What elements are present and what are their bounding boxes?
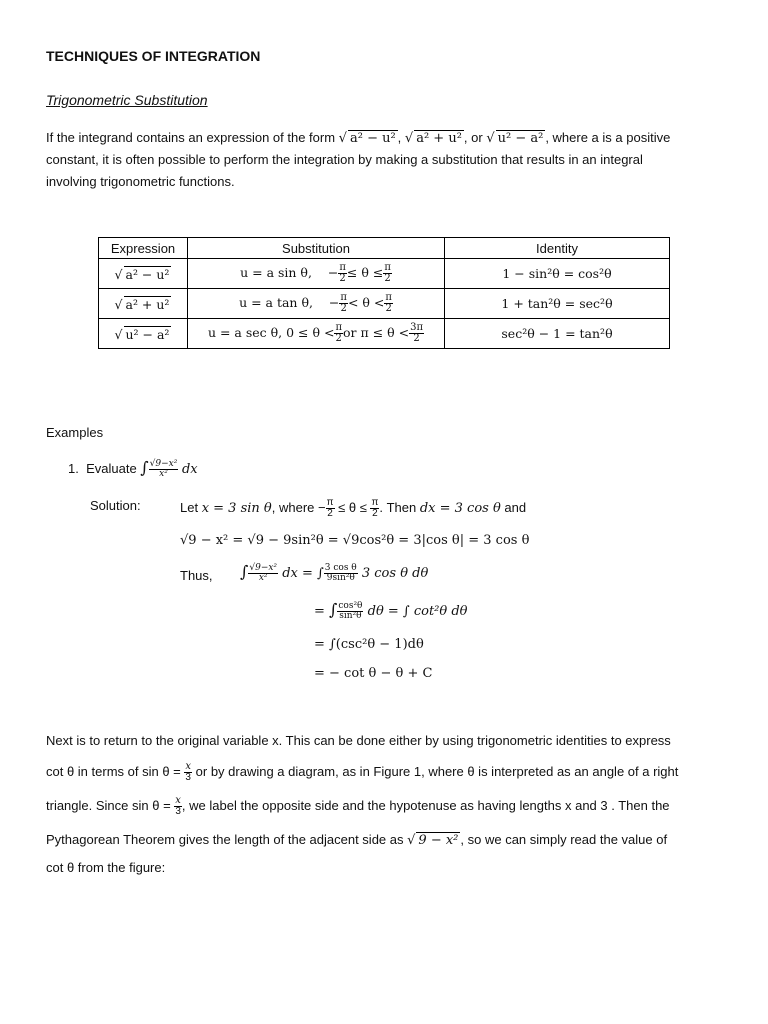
next-line-2: cot θ in terms of sin θ = $\frac{x}{3}$ or by drawing a diagram, as in Figure 1, where θ is interpreted as an angle of a right [46,761,679,783]
thus-label: Thus, [180,568,213,583]
row-identity: sec²θ − 1 = tan²θ [445,319,670,349]
header-substitution: Substitution [188,238,445,259]
header-identity: Identity [445,238,670,259]
row-expression: √ u² − a² [99,319,188,349]
header-expression: Expression [99,238,188,259]
substitution-table [98,237,670,349]
intro-line-3: involving trigonometric functions. [46,174,235,189]
step-4-line: = − cot θ − θ + C [314,666,433,681]
page-title: TECHNIQUES OF INTEGRATION [46,48,261,64]
step-2-line: = ∫ $\frac{\text{cos²θ}}{\text{sin²θ}}$ dθ = ∫ cot²θ dθ [314,600,468,621]
table-row [99,289,670,319]
next-line-4: Pythagorean Theorem gives the length of the adjacent side as √ 9 − x² , so we can simply read the value of [46,832,668,848]
step-3-line: = ∫(csc²θ − 1)dθ [314,637,424,652]
section-heading: Trigonometric Substitution [46,92,208,108]
intro-line-2: constant, it is often possible to perform the integration by making a substitution that results in an integral [46,152,643,167]
table-row [99,259,670,289]
intro-line-1: If the integrand contains an expression of the form √ a² − u² , √ a² + u² , or √ u² − a² , where a is a positive [46,130,671,146]
table-row [99,319,670,349]
expr-a2-plus-u2: a² + u² [416,131,462,146]
row-expression: √ a² + u² [99,289,188,319]
expr-u2-minus-a2: u² − a² [497,131,544,146]
next-line-3: triangle. Since sin θ = $\frac{x}{3}$ , we label the opposite side and the hypotenuse as having lengths x and 3 . Then the [46,795,670,817]
next-line-1: Next is to return to the original variable x. This can be done either by using trigonometric identities to express [46,733,671,748]
row-identity: 1 − sin²θ = cos²θ [445,259,670,289]
row-identity: 1 + tan²θ = sec²θ [445,289,670,319]
next-line-5: cot θ from the figure: [46,860,166,875]
thus-equation: ∫ $\frac{\text{√9−x²}}{\text{x²}}$ dx = ∫ $\frac{\text{3 cos θ}}{\text{9sin²θ}}$ 3 cos θ dθ [240,562,429,583]
expr-a2-minus-u2: a² − u² [349,131,396,146]
row-substitution: u = a tan θ, − $\frac{\pi}{2}$ < θ < $\frac{\pi}{2}$ [188,289,445,319]
row-substitution: u = a sin θ, − $\frac{\pi}{2}$ ≤ θ ≤ $\frac{\pi}{2}$ [188,259,445,289]
row-substitution: u = a sec θ, 0 ≤ θ < $\frac{\pi}{2}$ or π ≤ θ < $\frac{3\pi}{2}$ [188,319,445,349]
row-expression: √ a² − u² [99,259,188,289]
example-1-statement: 1. Evaluate ∫ $\frac{\text{√9−x²}}{\text{x²}}$ dx [68,458,198,480]
examples-heading: Examples [46,425,104,440]
sqrt-simplification-line: √9 − x² = √9 − 9sin²θ = √9cos²θ = 3|cos θ| = 3 cos θ [180,533,530,548]
solution-let-line: Let x = 3 sin θ, where − $\frac{\pi}{2}$ ≤ θ ≤ $\frac{\pi}{2}$ . Then dx = 3 cos θ and [180,497,527,519]
table-header-row [99,238,670,259]
solution-label: Solution: [90,498,141,513]
